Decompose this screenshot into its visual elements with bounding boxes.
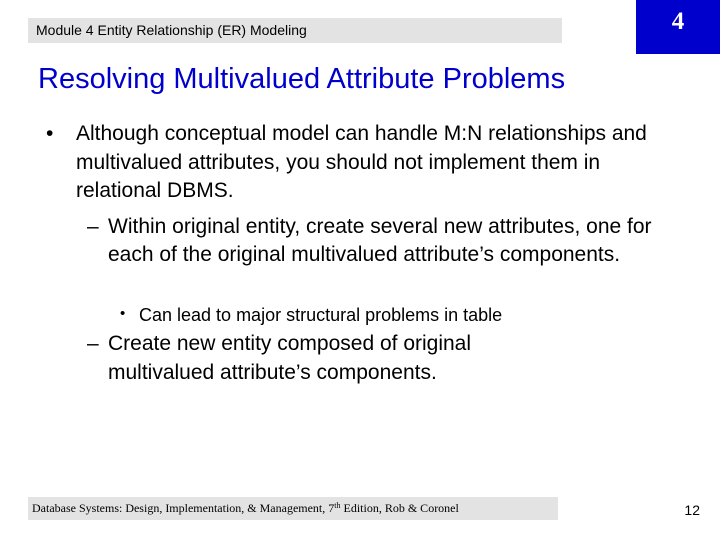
bullet-dot-icon: • [120, 305, 126, 322]
footer-citation-bar [28, 497, 558, 520]
dash-icon: – [87, 332, 99, 355]
sub-bullet-text: Within original entity, create several new attributes, one for each of the original multivalued attribute’s components. [108, 215, 652, 266]
module-label: Module 4 Entity Relationship (ER) Modeling [36, 22, 307, 38]
footer-citation: Database Systems: Design, Implementation, & Management, 7th Edition, Rob & Coronel [32, 501, 459, 515]
module-number-badge: 4 [636, 0, 720, 54]
bullet-dot-icon: • [46, 122, 54, 145]
bullet-text: Although conceptual model can handle M:N relationships and multivalued attributes, you should not implement them in relational DBMS. [76, 122, 647, 202]
sub-sub-bullet-text: Can lead to major structural problems in table [139, 305, 503, 325]
module-header-bar [28, 18, 562, 43]
dash-icon: – [87, 215, 99, 238]
slide-title: Resolving Multivalued Attribute Problems [38, 63, 566, 95]
page-number: 12 [684, 502, 700, 518]
sub-bullet-text: Create new entity composed of original multivalued attribute’s components. [108, 332, 472, 384]
